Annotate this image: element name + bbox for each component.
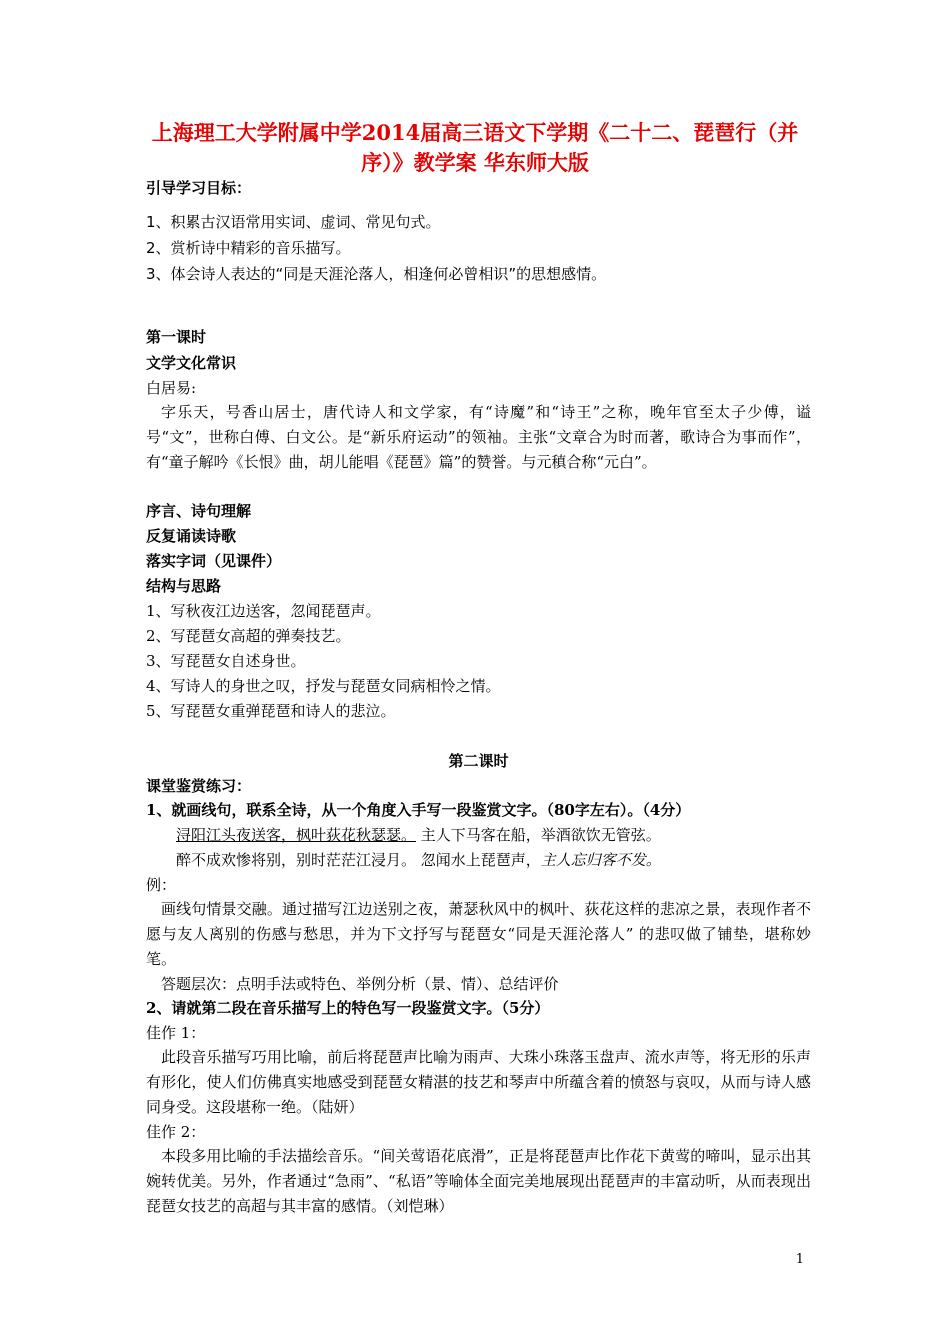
- read-heading: 反复诵读诗歌: [146, 527, 237, 545]
- answer-levels: 答题层次：点明手法或特色、举例分析（景、情）、总结评价: [161, 975, 559, 993]
- goals-heading: 引导学习目标：: [146, 179, 252, 197]
- practice-heading: 课堂鉴赏练习：: [146, 777, 252, 795]
- question-2: 2、请就第二段在音乐描写上的特色写一段鉴赏文字。（5分）: [146, 999, 550, 1017]
- goal-item-2: 2、赏析诗中精彩的音乐描写。: [146, 239, 351, 257]
- words-heading: 落实字词（见课件）: [146, 552, 282, 570]
- author-name: 白居易:: [146, 379, 197, 397]
- good-work-1-label: 佳作 1：: [146, 1024, 206, 1042]
- document-title: 上海理工大学附属中学2014届高三语文下学期《二十二、琵琶行（并序）》教学案 华东师大版: [151, 120, 799, 175]
- poem-line-1-rest: 主人下马客在船，举酒欲饮无管弦。: [416, 826, 661, 844]
- author-bio: 字乐天，号香山居士，唐代诗人和文学家，有“诗魔”和“诗王”之称，晚年官至太子少傅，谥号“文”，世称白傅、白文公。是“新乐府运动”的领袖。主张“文章合为时而著，歌诗合为事而作”，有“童子解吟《长恨》曲，胡儿能唱《琵琶》篇”的赞誉。与元稹合称“元白”。: [146, 403, 811, 471]
- good-work-2-text: 本段多用比喻的手法描绘音乐。“间关莺语花底滑”，正是将琵琶声比作花下黄莺的啼叫，显示出其婉转优美。另外，作者通过“急雨”、“私语”等喻体全面完美地展现出琵琶声的丰富动听，从而表现出琵琶女技艺的高超与其丰富的感情。（刘恺琳）: [146, 1147, 811, 1215]
- structure-item-2: 2、写琵琶女高超的弹奏技艺。: [146, 627, 351, 645]
- question-1: 1、就画线句，联系全诗，从一个角度入手写一段鉴赏文字。（80字左右）。（4分）: [146, 801, 691, 819]
- poem-line-2-main: 醉不成欢惨将别，别时茫茫江浸月。 忽闻水上琵琶声，: [176, 851, 541, 869]
- poem-line-1: [176, 825, 661, 845]
- goal-item-1: 1、积累古汉语常用实词、虚词、常见句式。: [146, 213, 441, 231]
- structure-item-1: 1、写秋夜江边送客，忽闻琵琶声。: [146, 602, 381, 620]
- culture-heading: 文学文化常识: [146, 354, 237, 372]
- good-work-2-label: 佳作 2：: [146, 1123, 206, 1141]
- structure-heading: 结构与思路: [146, 577, 222, 595]
- underlined-verse: 浔阳江头夜送客，枫叶荻花秋瑟瑟。: [176, 826, 417, 844]
- goal-item-3: 3、体会诗人表达的“同是天涯沦落人，相逢何必曾相识”的思想感情。: [146, 265, 607, 283]
- example-label: 例：: [146, 876, 177, 894]
- example-text: 画线句情景交融。通过描写江边送别之夜，萧瑟秋风中的枫叶、荻花这样的悲凉之景，表现作者不愿与友人离别的伤感与愁思，并为下文抒写与琵琶女“同是天涯沦落人” 的悲叹做了铺垫，堪称妙笔。: [146, 900, 811, 968]
- lesson2-heading: 第二课时: [448, 752, 509, 770]
- structure-item-3: 3、写琵琶女自述身世。: [146, 652, 306, 670]
- lesson1-heading: 第一课时: [146, 328, 207, 346]
- poem-line-2: [176, 850, 661, 870]
- preface-heading: 序言、诗句理解: [146, 502, 252, 520]
- italic-verse: 主人忘归客不发。: [540, 851, 661, 869]
- structure-item-4: 4、写诗人的身世之叹，抒发与琵琶女同病相怜之情。: [146, 677, 501, 695]
- page-number: 1: [795, 1252, 804, 1267]
- good-work-1-text: 此段音乐描写巧用比喻，前后将琵琶声比喻为雨声、大珠小珠落玉盘声、流水声等，将无形的乐声有形化，使人们仿佛真实地感受到琵琶女精湛的技艺和琴声中所蕴含着的愤怒与哀叹，从而与诗人感同身受。这段堪称一绝。（陆妍）: [146, 1048, 811, 1116]
- structure-item-5: 5、写琵琶女重弹琵琶和诗人的悲泣。: [146, 702, 396, 720]
